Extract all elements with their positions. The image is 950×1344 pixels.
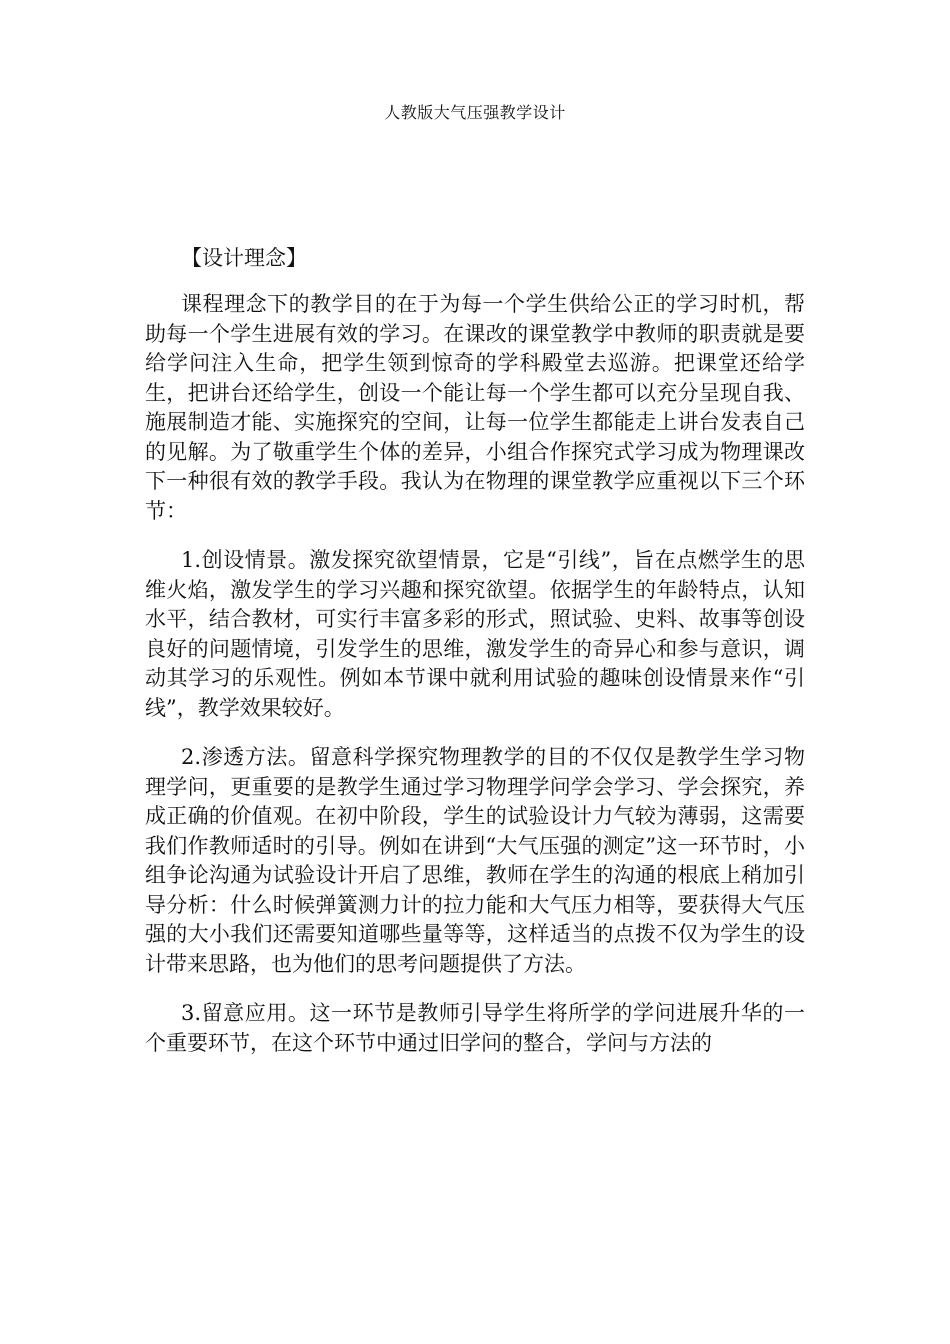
paragraph-design-concept: 课程理念下的教学目的在于为每一个学生供给公正的学习时机，帮助每一个学生进展有效的学习。在课改的课堂教学中教师的职责就是要给学问注入生命，把学生领到惊奇的学科殿堂去巡游。把课堂还给学生，把讲台还给学生，创设一个能让每一个学生都可以充分呈现自我、施展制造才能、实施探究的空间，让每一位学生都能走上讲台发表自己的见解。为了敬重学生个体的差异，小组合作探究式学习成为物理课改下一种很有效的教学手段。我认为在物理的课堂教学应重视以下三个环节： <box>145 292 805 523</box>
paragraph-infuse-method: 2.渗透方法。留意科学探究物理教学的目的不仅仅是教学生学习物理学问，更重要的是教学生通过学习物理学问学会学习、学会探究，养成正确的价值观。在初中阶段，学生的试验设计力气较为薄弱，这需要我们作教师适时的引导。例如在讲到“大气压强的测定”这一环节时，小组争论沟通为试验设计开启了思维，教师在学生的沟通的根底上稍加引导分析：什么时候弹簧测力计的拉力能和大气压力相等，要获得大气压强的大小我们还需要知道哪些量等等，这样适当的点拨不仅为学生的设计带来思路，也为他们的思考问题提供了方法。 <box>145 745 805 976</box>
paragraph-focus-application: 3.留意应用。这一环节是教师引导学生将所学的学问进展升华的一个重要环节，在这个环节中通过旧学问的整合，学问与方法的 <box>145 1001 805 1055</box>
page-header: 人教版大气压强教学设计 <box>384 103 566 122</box>
document-body <box>145 244 805 1078</box>
paragraph-create-scenario: 1.创设情景。激发探究欲望情景，它是“引线”，旨在点燃学生的思维火焰，激发学生的学习兴趣和探究欲望。依据学生的年龄特点，认知水平，结合教材，可实行丰富多彩的形式，照试验、史料、故事等创设良好的问题情境，引发学生的思维，激发学生的奇异心和参与意识，调动其学习的乐观性。例如本节课中就利用试验的趣味创设情景来作“引线”，教学效果较好。 <box>145 548 805 720</box>
section-heading: 【设计理念】 <box>181 246 307 270</box>
